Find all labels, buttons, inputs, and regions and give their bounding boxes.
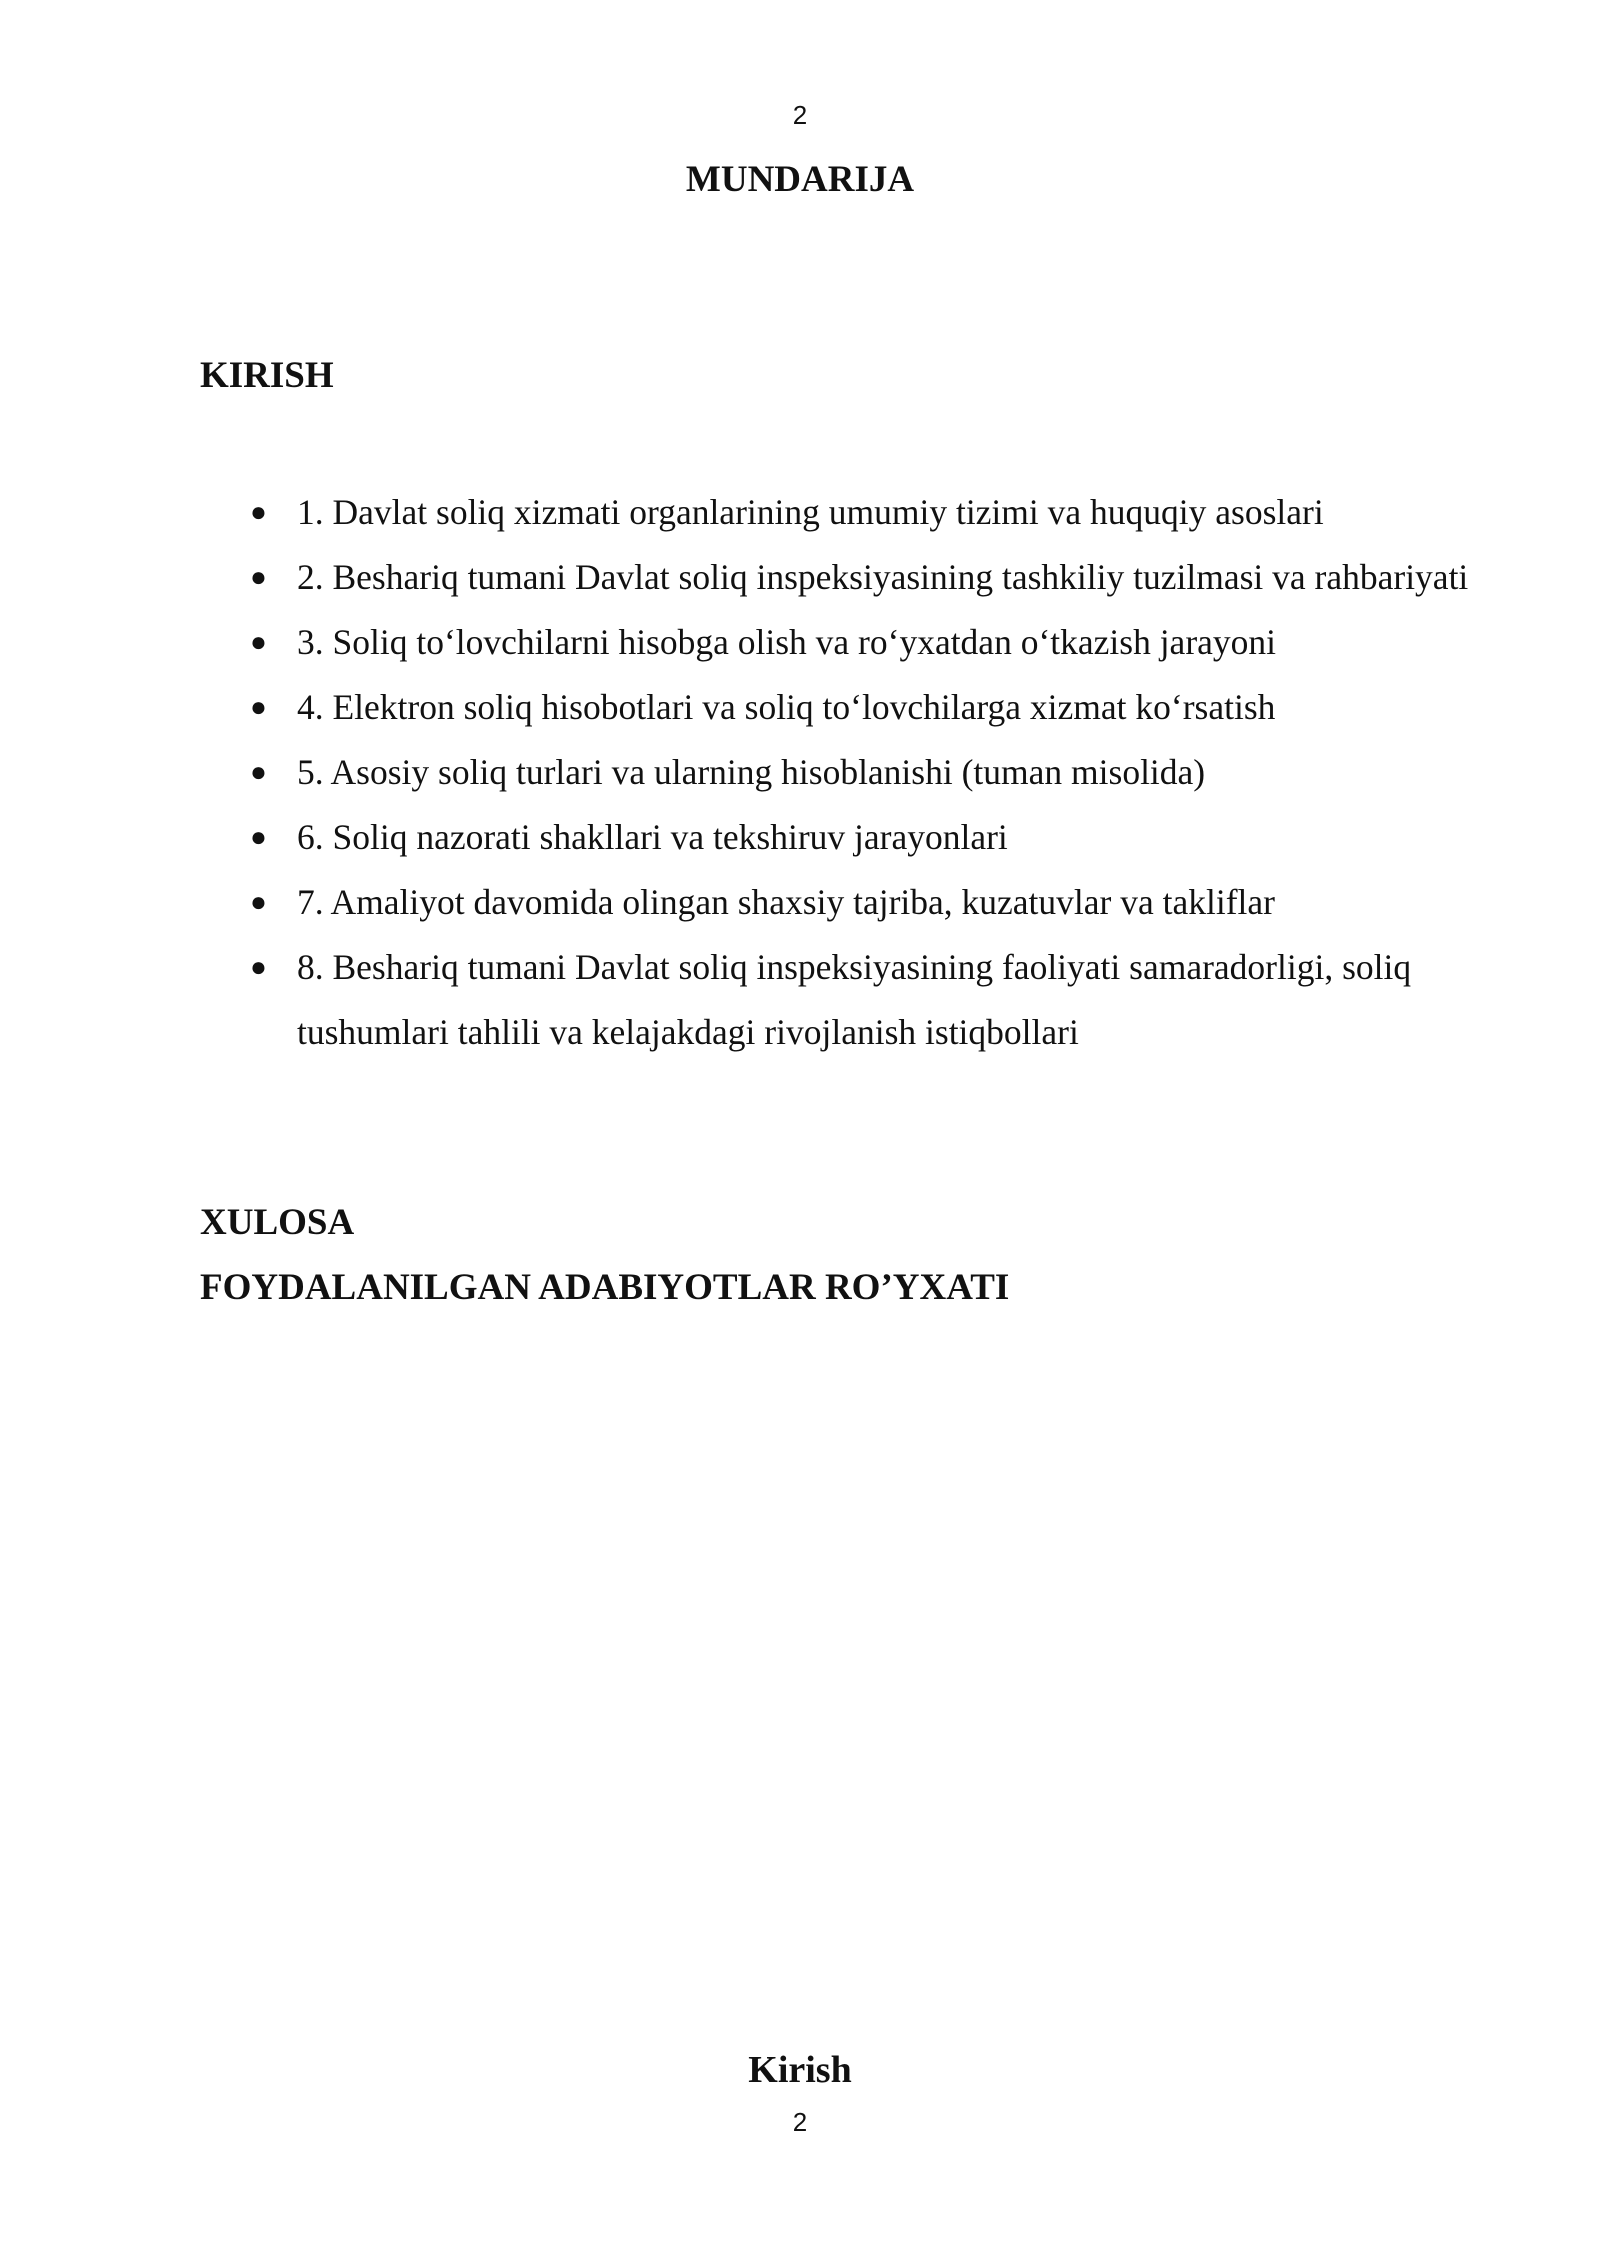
list-item bbox=[200, 870, 1500, 935]
bullet-icon: ● bbox=[250, 887, 267, 918]
next-section-heading: Kirish bbox=[748, 2049, 852, 2091]
toc-item-text: 2. Beshariq tumani Davlat soliq inspeksiyasining tashkiliy tuzilmasi va rahbariyati bbox=[297, 557, 1469, 597]
bullet-icon: ● bbox=[250, 692, 267, 723]
list-item bbox=[200, 480, 1500, 545]
toc-item-text: 3. Soliq to‘lovchilarni hisobga olish va ro‘yxatdan o‘tkazish jarayoni bbox=[297, 622, 1277, 662]
references-heading: FOYDALANILGAN ADABIYOTLAR RO’YXATI bbox=[200, 1267, 1010, 1308]
bullet-icon: ● bbox=[250, 562, 267, 593]
toc-item-text: 6. Soliq nazorati shakllari va tekshiruv jarayonlari bbox=[297, 817, 1008, 857]
toc-item-text: 5. Asosiy soliq turlari va ularning hisoblanishi (tuman misolida) bbox=[297, 752, 1206, 792]
list-item bbox=[200, 740, 1500, 805]
page-number-top: 2 bbox=[792, 100, 808, 130]
intro-heading: KIRISH bbox=[200, 355, 334, 396]
bullet-icon: ● bbox=[250, 497, 267, 528]
conclusion-heading: XULOSA bbox=[200, 1202, 355, 1243]
bullet-icon: ● bbox=[250, 627, 267, 658]
list-item bbox=[200, 935, 1500, 1065]
toc-item-text: 4. Elektron soliq hisobotlari va soliq to‘lovchilarga xizmat ko‘rsatish bbox=[297, 687, 1276, 727]
page-title: MUNDARIJA bbox=[685, 159, 915, 200]
page-number-bottom: 2 bbox=[792, 2107, 808, 2137]
list-item bbox=[200, 610, 1500, 675]
toc-item-text: 8. Beshariq tumani Davlat soliq inspeksiyasining faoliyati samaradorligi, soliq tushumlari tahlili va kelajakdagi rivojlanish istiqbollari bbox=[297, 947, 1412, 1052]
toc-item-text: 7. Amaliyot davomida olingan shaxsiy tajriba, kuzatuvlar va takliflar bbox=[297, 882, 1275, 922]
list-item bbox=[200, 805, 1500, 870]
list-item bbox=[200, 675, 1500, 740]
bullet-icon: ● bbox=[250, 952, 267, 983]
table-of-contents bbox=[200, 480, 1500, 1065]
bullet-icon: ● bbox=[250, 822, 267, 853]
list-item bbox=[200, 545, 1500, 610]
toc-item-text: 1. Davlat soliq xizmati organlarining umumiy tizimi va huquqiy asoslari bbox=[297, 492, 1324, 532]
bullet-icon: ● bbox=[250, 757, 267, 788]
